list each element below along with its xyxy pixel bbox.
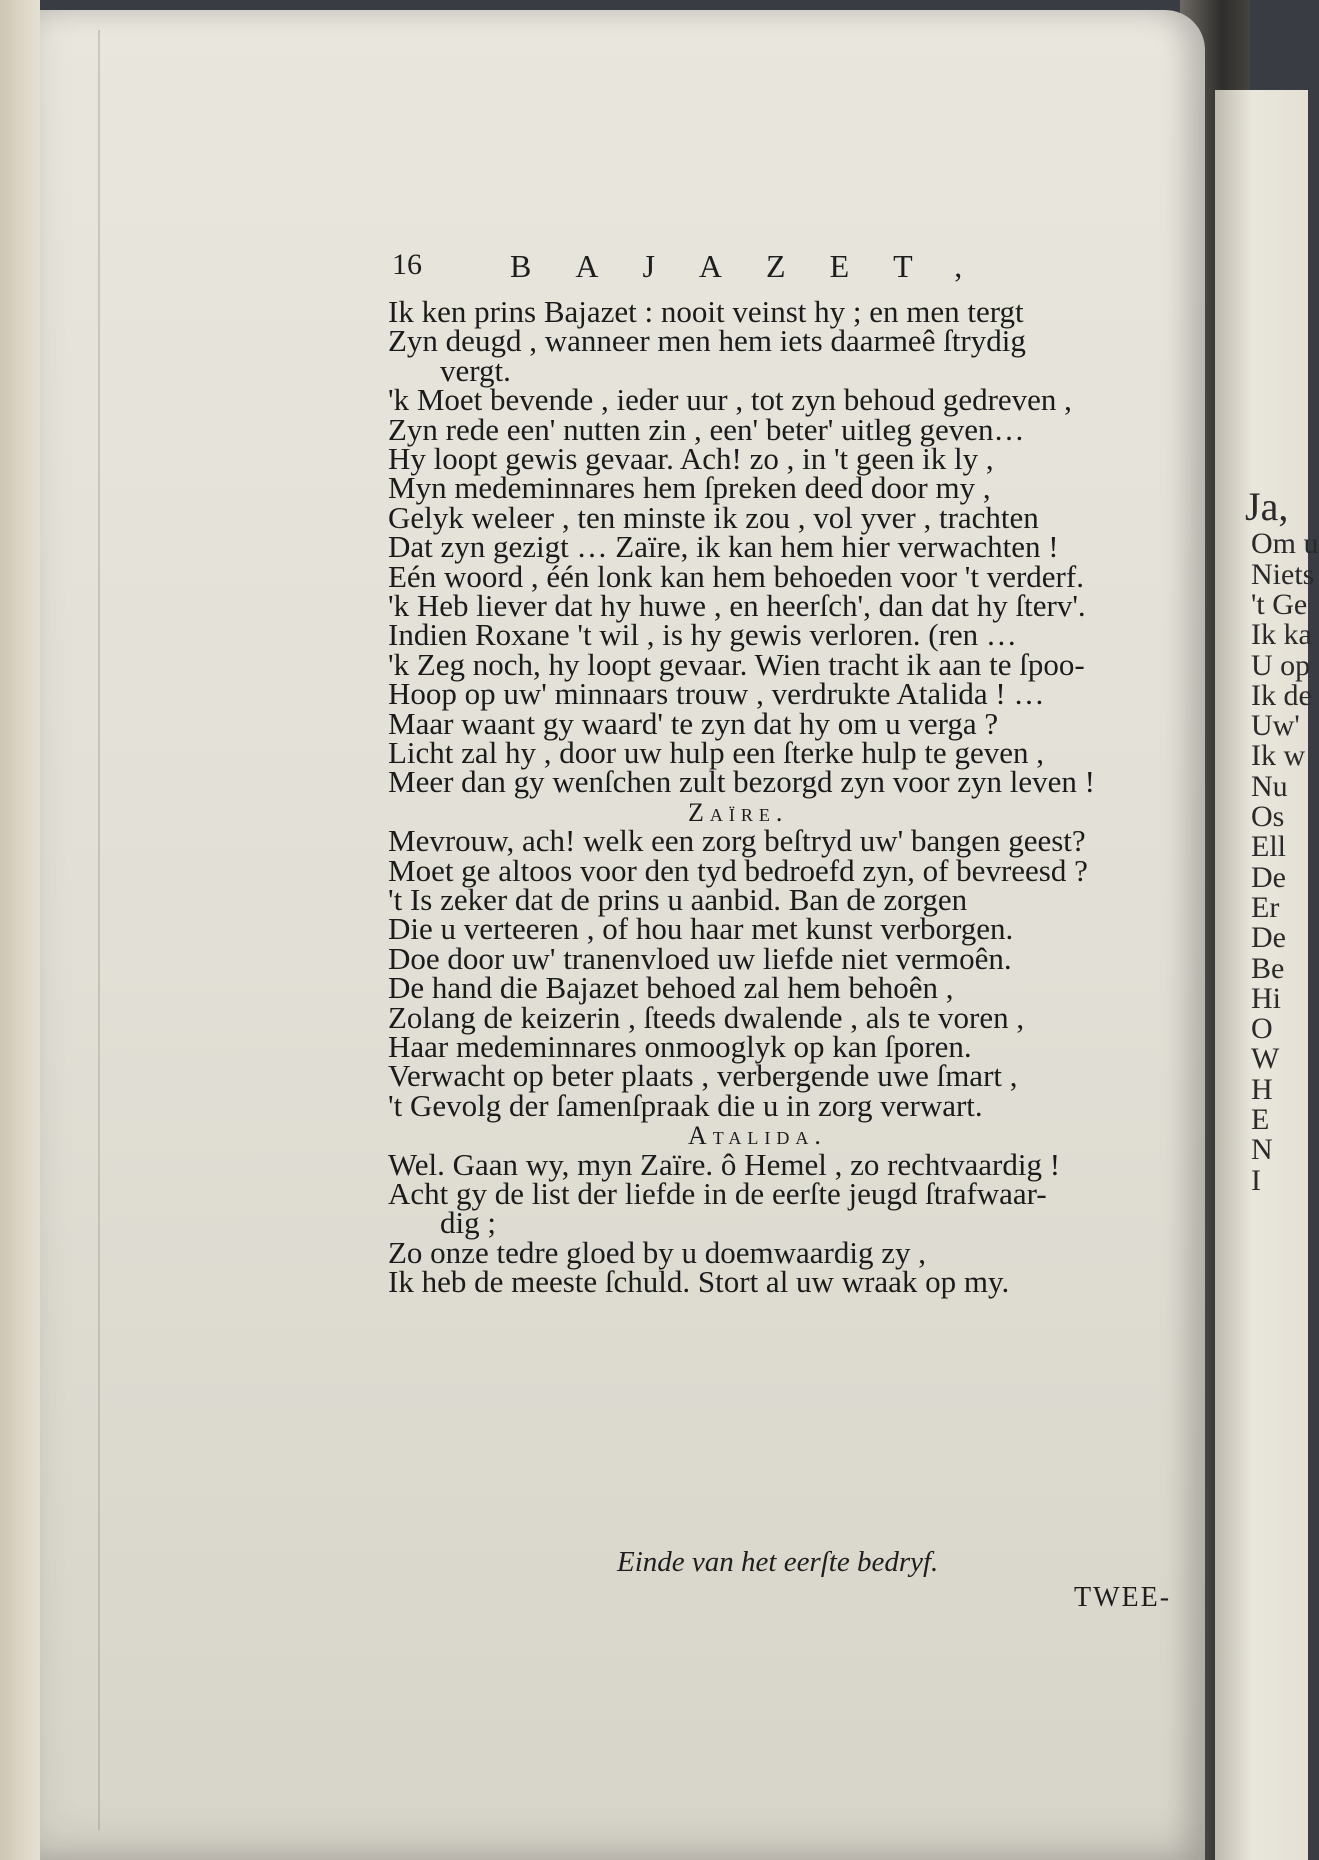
running-title: BAJAZET, — [510, 248, 1007, 284]
verse-line: Indien Roxane 't wil , is hy gewis verloren. (ren … — [388, 617, 1017, 653]
book-left-edge — [0, 0, 40, 1860]
verse-line: Ik heb de meeste ſchuld. Stort al uw wraak op my. — [388, 1264, 1010, 1300]
verse-line: Hoop op uw' minnaars trouw , verdrukte Atalida ! … — [388, 676, 1045, 712]
catchword: TWEE- — [1074, 1582, 1172, 1613]
verse-line: Doe door uw' tranenvloed uw liefde niet vermoên. — [388, 940, 1012, 976]
facing-page-fragment: Uw' — [1251, 709, 1300, 743]
facing-page-fragment: I — [1251, 1163, 1261, 1197]
facing-page-fragment: Ell — [1251, 830, 1286, 864]
verse-line: Maar waant gy waard' te zyn dat hy om u verga ? — [388, 705, 999, 741]
verse-line: De hand die Bajazet behoed zal hem behoên , — [388, 970, 954, 1006]
facing-page-fragment: Be — [1251, 951, 1285, 985]
verse-line: Verwacht op beter plaats , verbergende uwe ſmart , — [388, 1058, 1018, 1094]
act-end-note: Einde van het eerſte bedryf. — [617, 1546, 939, 1578]
verse-line: 'k Heb liever dat hy huwe , en heerſch', dan dat hy ſterv'. — [388, 588, 1086, 623]
verse-line: Zyn deugd , wanneer men hem iets daarmeê ſtrydig — [388, 323, 1026, 359]
verse-line: Meer dan gy wenſchen zult bezorgd zyn voor zyn leven ! — [388, 764, 1096, 800]
verse-line: Zyn rede een' nutten zin , een' beter' uitleg geven… — [388, 411, 1025, 447]
verse-line: Haar medeminnares onmooglyk op kan ſporen. — [388, 1029, 972, 1064]
facing-page-fragment: Nu — [1251, 769, 1288, 803]
facing-page — [1215, 90, 1319, 1860]
verse-line: Ik ken prins Bajazet : nooit veinst hy ; en men tergt — [388, 294, 1024, 329]
verse-line: Hy loopt gewis gevaar. Ach! zo , in 't geen ik ly , — [388, 441, 994, 476]
page-number: 16 — [392, 248, 422, 281]
facing-page-fragment: E — [1251, 1103, 1270, 1136]
speaker-name: Zaïre. — [688, 797, 789, 827]
verse-line: Die u verteeren , of hou haar met kunst verborgen. — [388, 911, 1014, 947]
facing-page-fragment: O — [1251, 1012, 1273, 1046]
verse-line: 'k Zeg noch, hy loopt gevaar. Wien tracht ik aan te ſpoo- — [388, 646, 1085, 682]
facing-page-fragment: H — [1251, 1072, 1273, 1106]
verse-line: Mevrouw, ach! welk een zorg beſtryd uw' bangen geest? — [388, 823, 1086, 859]
verse-line: 'k Moet bevende , ieder uur , tot zyn behoud gedreven , — [388, 382, 1072, 418]
verse-line: Zolang de keizerin , ſteeds dwalende , als te voren , — [388, 999, 1025, 1035]
verse-line: dig ; — [440, 1205, 496, 1241]
facing-page-fragment: Ik ka — [1251, 618, 1312, 652]
verse-line: Licht zal hy , door uw hulp een ſterke hulp te geven , — [388, 735, 1044, 770]
verse-line: Eén woord , één lonk kan hem behoeden voor 't verderf. — [388, 558, 1084, 594]
speaker-name: Atalida. — [688, 1121, 827, 1151]
facing-page-fragment: Os — [1251, 800, 1285, 833]
facing-page-fragment: Ik de — [1251, 678, 1312, 712]
facing-page-fragment: 't Ge — [1251, 587, 1308, 621]
verse-line: Moet ge altoos voor den tyd bedroefd zyn, of bevreesd ? — [388, 852, 1088, 888]
page-fold-line — [98, 30, 100, 1830]
running-head — [392, 248, 1112, 288]
verse-line: Wel. Gaan wy, myn Zaïre. ô Hemel , zo rechtvaardig ! — [388, 1146, 1061, 1182]
facing-page-fragment: Ik w — [1251, 739, 1306, 773]
facing-page-fragment: U op — [1251, 648, 1311, 682]
verse-line: Acht gy de list der liefde in de eerſte jeugd ſtrafwaar- — [388, 1176, 1047, 1211]
verse-line: Zo onze tedre gloed by u doemwaardig zy , — [388, 1234, 927, 1270]
facing-page-fragment: De — [1251, 921, 1286, 955]
verse-line: Myn medeminnares hem ſpreken deed door my , — [388, 470, 991, 506]
facing-page-fragment: Niets — [1251, 557, 1315, 591]
facing-page-fragment: Ja, — [1245, 484, 1289, 529]
facing-page-fragment: Om u — [1251, 527, 1319, 561]
facing-page-fragment: W — [1251, 1042, 1280, 1076]
facing-page-fragment: Er — [1251, 890, 1280, 924]
facing-page-fragment: Hi — [1251, 981, 1281, 1015]
verse-line: Gelyk weleer , ten minste ik zou , vol yver , trachten — [388, 499, 1039, 535]
facing-page-fragment: N — [1251, 1133, 1273, 1167]
facing-page-fragment: De — [1251, 860, 1286, 894]
verse-line: 't Is zeker dat de prins u aanbid. Ban de zorgen — [388, 882, 968, 917]
verse-line: Dat zyn gezigt … Zaïre, ik kan hem hier verwachten ! — [388, 529, 1059, 565]
verse-line: vergt. — [440, 352, 511, 388]
verse-line: 't Gevolg der ſamenſpraak die u in zorg verwart. — [388, 1087, 983, 1123]
